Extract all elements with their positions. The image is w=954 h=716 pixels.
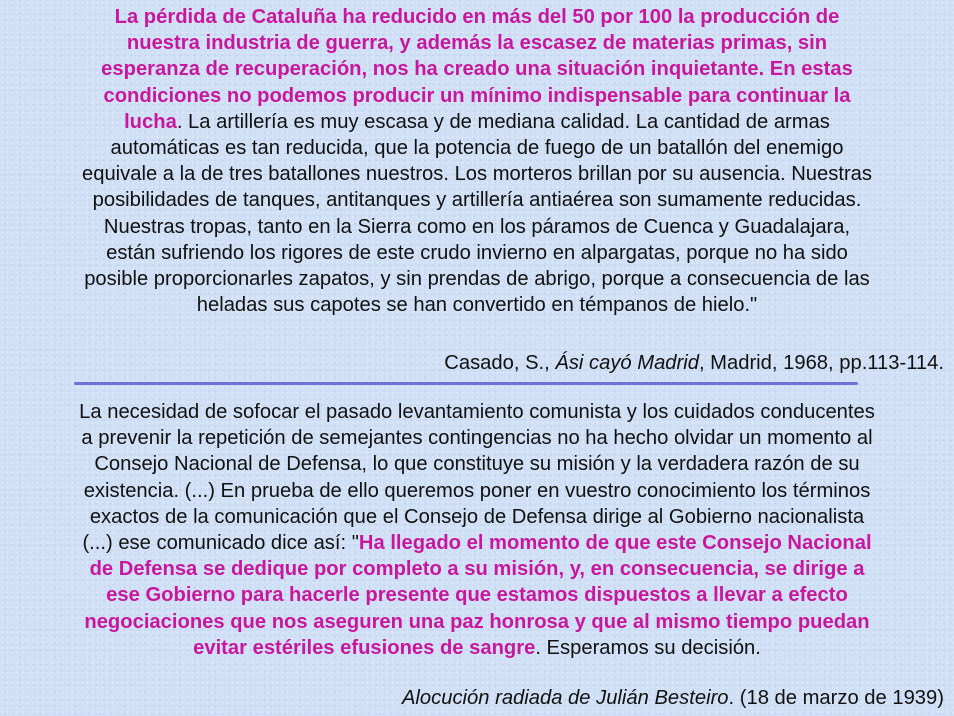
body-line: automáticas es tan reducida, que la potencia de fuego de un batallón del enemigo <box>110 137 844 160</box>
highlight-line: ese Gobierno para hacerle presente que estamos dispuestos a llevar a efecto <box>106 584 848 607</box>
mixed-line <box>0 109 954 135</box>
highlight-line: de Defensa se dedique por completo a su misión, y, en consecuencia, se dirige a <box>89 558 865 581</box>
body-line: existencia. (...) En prueba de ello queremos poner en vuestro conocimiento los términos <box>83 479 871 502</box>
highlight-line: esperanza de recuperación, nos ha creado una situación inquietante. En estas <box>101 58 853 81</box>
body-line: están sufriendo los rigores de este crudo invierno en alpargatas, porque no ha sido <box>106 241 848 264</box>
highlight-line: negociaciones que nos aseguren una paz honrosa y que al mismo tiempo puedan <box>84 610 870 633</box>
citation-author: Casado, S., <box>444 352 556 374</box>
quote-casado <box>0 4 954 318</box>
highlight-line: La pérdida de Cataluña ha reducido en más del 50 por 100 la producción de <box>114 6 840 28</box>
body-text: (...) ese comunicado dice así: " <box>82 532 359 555</box>
citation-casado <box>444 350 944 376</box>
citation-besteiro <box>402 685 944 711</box>
body-line: posibilidades de tanques, antitanques y artillería antiaérea son sumamente reducidas. <box>92 189 862 212</box>
citation-date: . (18 de marzo de 1939) <box>728 687 944 709</box>
body-line: equivale a la de tres batallones nuestros. Los morteros brillan por su ausencia. Nuestras <box>82 163 872 186</box>
citation-details: , Madrid, 1968, pp.113-114. <box>698 352 944 374</box>
citation-book-title: Ási cayó Madrid <box>555 352 699 374</box>
section-divider <box>74 382 858 385</box>
quote-besteiro <box>0 399 954 661</box>
highlight-text: evitar estériles efusiones de sangre <box>193 636 536 659</box>
body-line: posible proporcionarles zapatos, y sin prendas de abrigo, porque a consecuencia de las <box>84 268 870 291</box>
body-line: La necesidad de sofocar el pasado levantamiento comunista y los cuidados conducentes <box>79 401 875 423</box>
highlight-text: Ha llegado el momento de que este Consejo Nacional <box>358 532 872 555</box>
body-line: Consejo Nacional de Defensa, lo que constituye su misión y la verdadera razón de su <box>94 453 860 476</box>
body-text: . Esperamos su decisión. <box>535 636 761 659</box>
citation-source-title: Alocución radiada de Julián Besteiro <box>401 687 729 709</box>
body-line: exactos de la comunicación que el Consejo de Defensa dirige al Gobierno nacionalista <box>89 505 865 528</box>
highlight-line: condiciones no podemos producir un mínimo indispensable para continuar la <box>103 84 851 107</box>
mixed-line <box>0 530 954 556</box>
body-line: Nuestras tropas, tanto en la Sierra como en los páramos de Cuenca y Guadalajara, <box>103 215 851 238</box>
body-line: heladas sus capotes se han convertido en témpanos de hielo." <box>196 294 758 317</box>
highlight-text: lucha <box>124 110 177 133</box>
body-text: . La artillería es muy escasa y de mediana calidad. La cantidad de armas <box>176 110 830 133</box>
mixed-line <box>0 635 954 661</box>
highlight-line: nuestra industria de guerra, y además la escasez de materias primas, sin <box>126 32 828 55</box>
body-line: a prevenir la repetición de semejantes contingencias no ha hecho olvidar un momento al <box>81 427 873 450</box>
